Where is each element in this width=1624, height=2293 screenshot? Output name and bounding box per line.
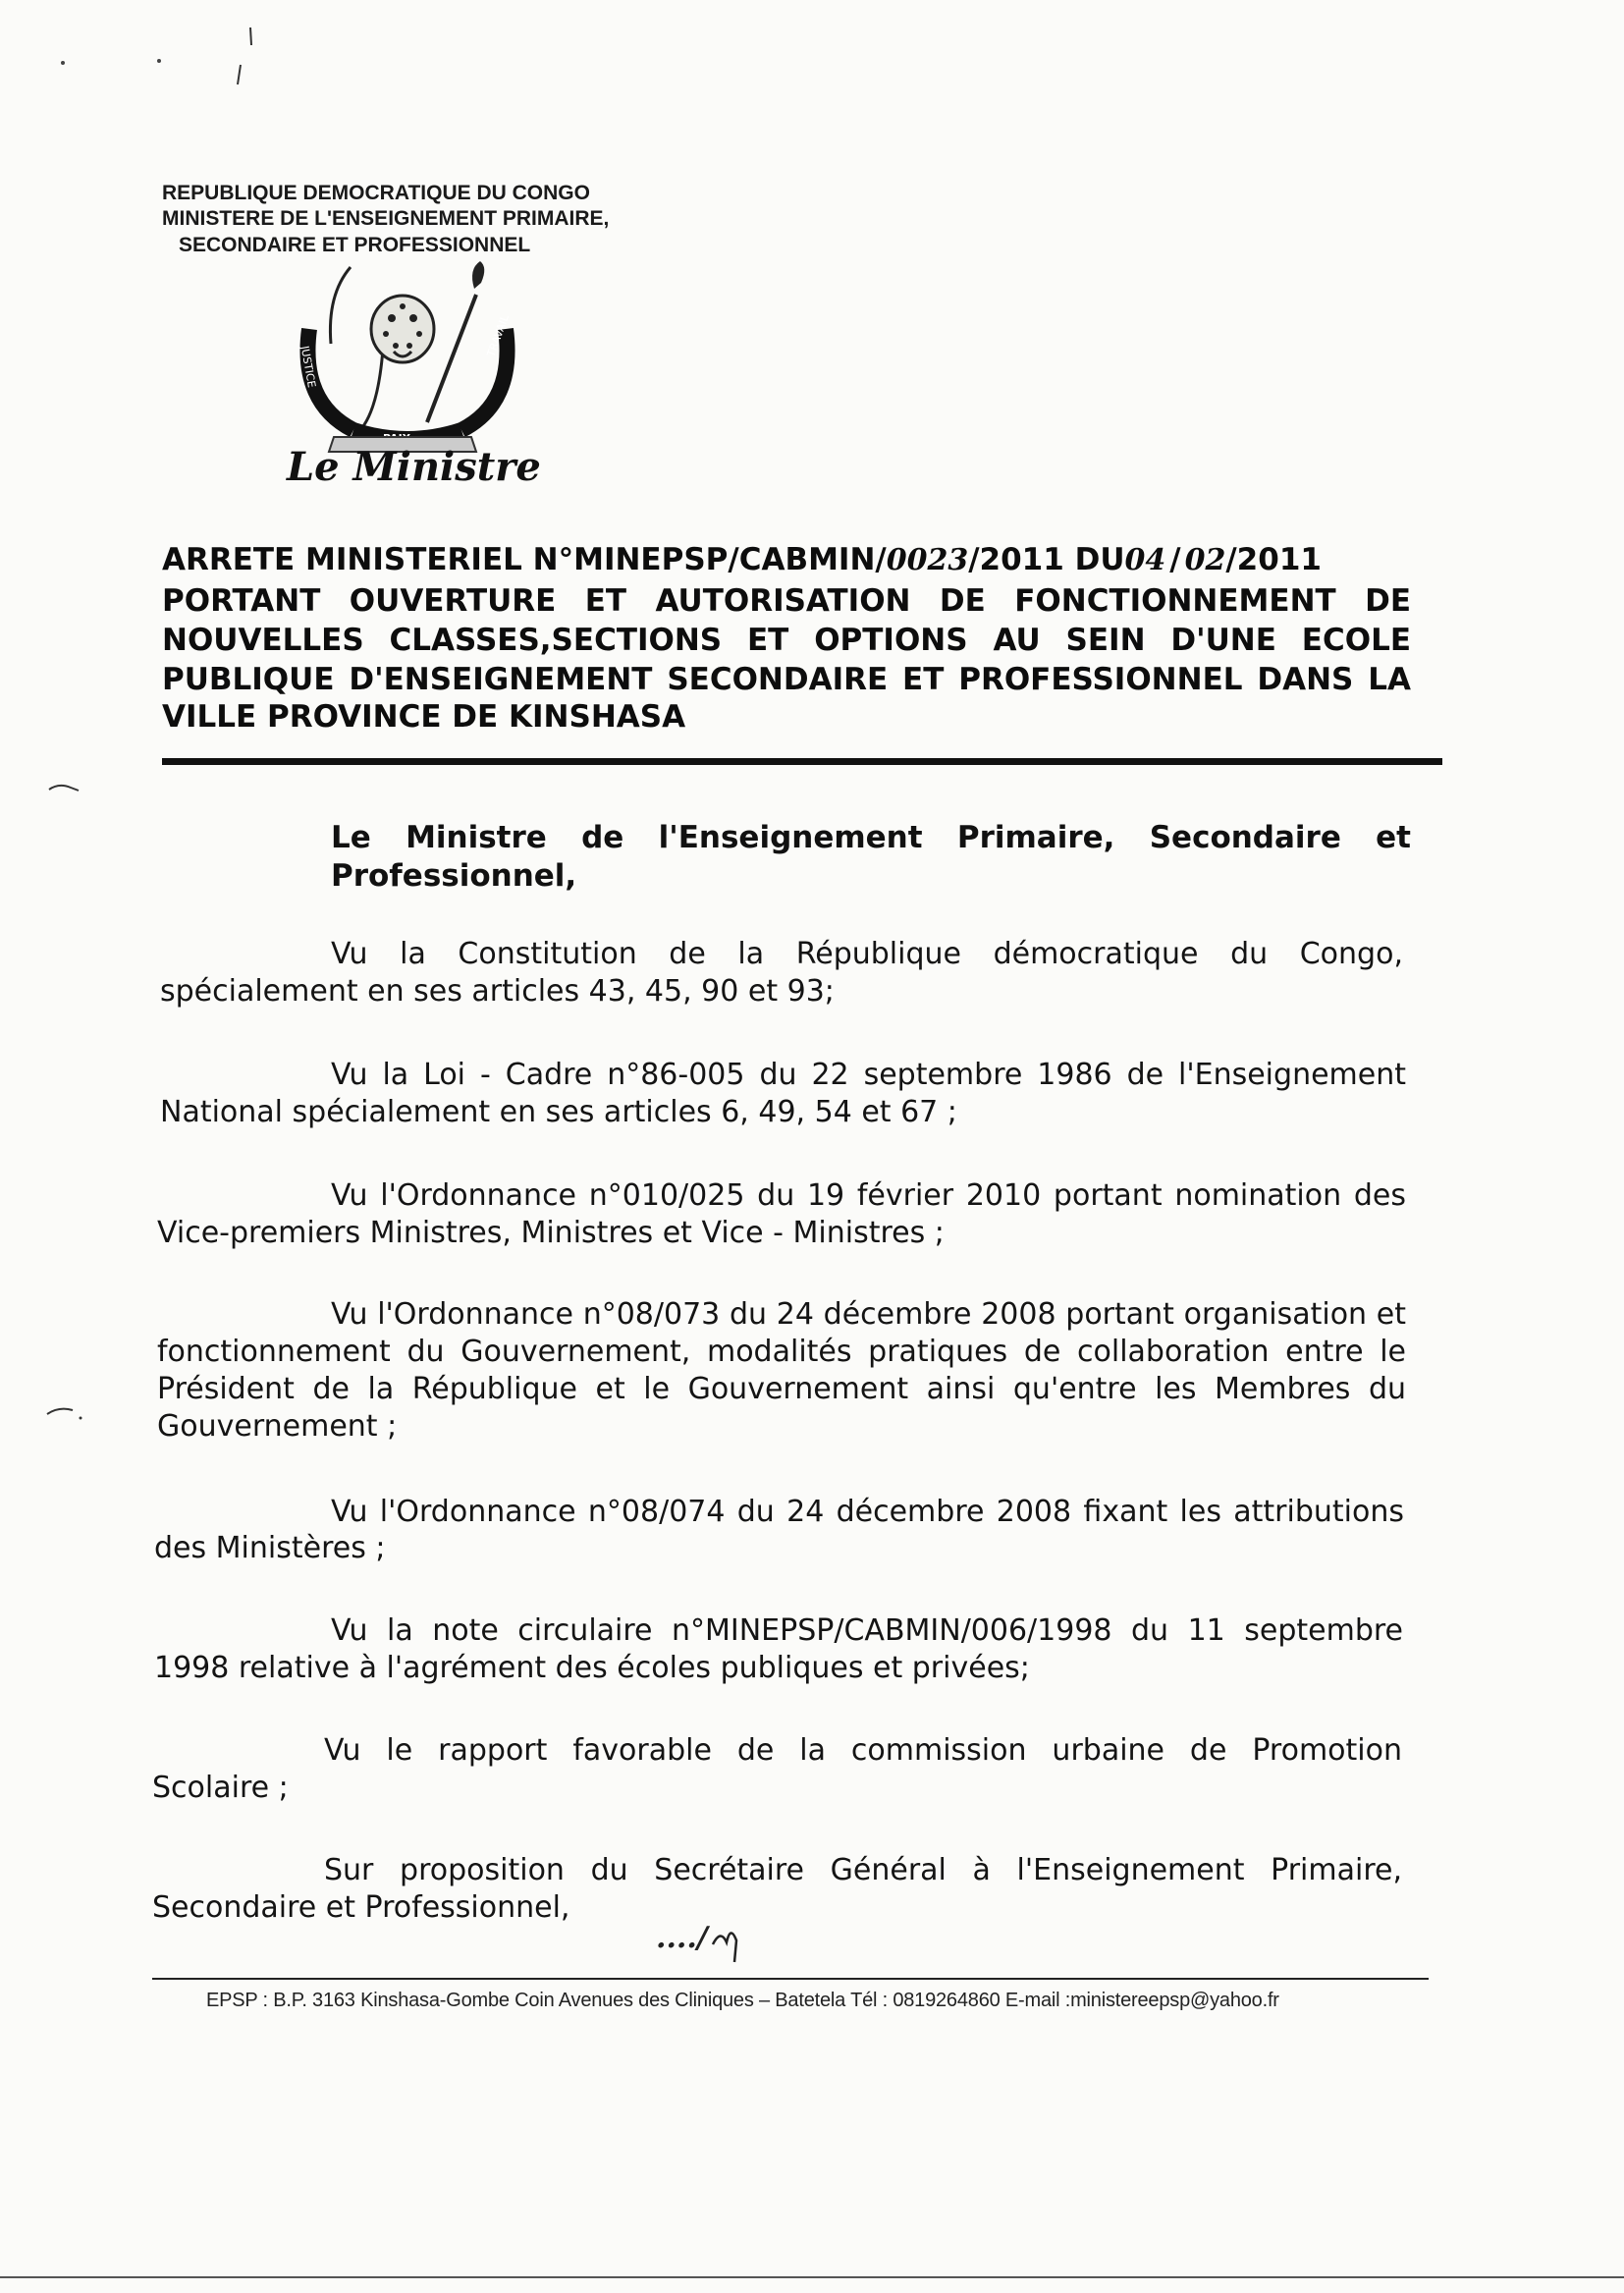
consideration-8-line-2: Secondaire et Professionnel, (152, 1890, 570, 1925)
decree-title-line-4: PUBLIQUE D'ENSEIGNEMENT SECONDAIRE ET PROFESSIONNEL DANS LA (162, 662, 1411, 697)
decree-month-handwritten: 02 (1184, 543, 1226, 577)
header-ministry: MINISTERE DE L'ENSEIGNEMENT PRIMAIRE, (162, 207, 610, 230)
scan-mark-dot (157, 59, 161, 63)
consideration-5-line-1: Vu l'Ordonnance n°08/074 du 24 décembre 2008 fixant les attributions (331, 1495, 1404, 1529)
continuation-mark: ..../ (656, 1921, 708, 1955)
decree-title-line-2: PORTANT OUVERTURE ET AUTORISATION DE FONCTIONNEMENT DE (162, 583, 1411, 619)
decree-number-handwritten: 0023 (886, 543, 969, 577)
page-bottom-edge (0, 2276, 1624, 2278)
consideration-7-line-2: Scolaire ; (152, 1771, 289, 1805)
intro-line-1: Le Ministre de l'Enseignement Primaire, Secondaire et (331, 820, 1411, 855)
decree-day-handwritten: 04 (1124, 543, 1166, 577)
consideration-8-line-1: Sur proposition du Secrétaire Général à l'Enseignement Primaire, (324, 1853, 1402, 1887)
svg-text:TRAVAIL: TRAVAIL (484, 312, 512, 359)
consideration-3-line-2: Vice-premiers Ministres, Ministres et Vice - Ministres ; (157, 1216, 945, 1250)
title-divider (162, 758, 1442, 765)
consideration-1-line-2: spécialement en ses articles 43, 45, 90 et 93; (160, 974, 835, 1009)
consideration-3-line-1: Vu l'Ordonnance n°010/025 du 19 février 2010 portant nomination des (331, 1178, 1406, 1213)
consideration-4-line-4: Gouvernement ; (157, 1409, 398, 1444)
consideration-6-line-1: Vu la note circulaire n°MINEPSP/CABMIN/006/1998 du 11 septembre (331, 1613, 1403, 1648)
header-ministry-cont: SECONDAIRE ET PROFESSIONNEL (179, 234, 531, 256)
consideration-2-line-1: Vu la Loi - Cadre n°86-005 du 22 septembre 1986 de l'Enseignement (331, 1058, 1406, 1092)
scan-mark-left-2 (45, 1406, 84, 1427)
scan-mark-top (221, 18, 280, 86)
consideration-4-line-2: fonctionnement du Gouvernement, modalités pratiques de collaboration entre le (157, 1335, 1406, 1369)
consideration-1-line-1: Vu la Constitution de la République démocratique du Congo, (331, 937, 1403, 971)
decree-number-prefix: ARRETE MINISTERIEL N°MINEPSP/CABMIN/ (162, 542, 887, 577)
decree-date-year: /2011 (1225, 542, 1322, 577)
consideration-4-line-1: Vu l'Ordonnance n°08/073 du 24 décembre 2008 portant organisation et (331, 1297, 1406, 1332)
decree-year: /2011 DU (968, 542, 1125, 577)
handwritten-initial (707, 1915, 746, 1969)
consideration-4-line-3: Président de la République et le Gouvernement ainsi qu'entre les Membres du (157, 1372, 1406, 1406)
consideration-5-line-2: des Ministères ; (154, 1531, 386, 1565)
signature-title: Le Ministre (287, 444, 541, 490)
svg-text:JUSTICE: JUSTICE (298, 345, 318, 389)
date-separator: / (1169, 542, 1181, 577)
decree-title-line-5: VILLE PROVINCE DE KINSHASA (162, 699, 686, 735)
footer-contact: EPSP : B.P. 3163 Kinshasa-Gombe Coin Avenues des Cliniques – Batetela Tél : 0819264860 E-mail :ministereepsp@yahoo.fr (206, 1990, 1279, 2011)
consideration-2-line-2: National spécialement en ses articles 6, 49, 54 et 67 ; (160, 1095, 957, 1129)
coat-of-arms-seal (280, 255, 535, 457)
consideration-7-line-1: Vu le rapport favorable de la commission urbaine de Promotion (324, 1733, 1402, 1768)
consideration-6-line-2: 1998 relative à l'agrément des écoles publiques et privées; (154, 1651, 1030, 1685)
decree-title-line-1 (162, 540, 1411, 580)
decree-title-line-3: NOUVELLES CLASSES,SECTIONS ET OPTIONS AU SEIN D'UNE ECOLE (162, 623, 1411, 658)
header-republic: REPUBLIQUE DEMOCRATIQUE DU CONGO (162, 182, 590, 204)
intro-line-2: Professionnel, (331, 858, 577, 894)
scan-mark-left-1 (47, 781, 86, 798)
scan-mark-dot (61, 61, 65, 65)
footer-divider (152, 1978, 1429, 1980)
